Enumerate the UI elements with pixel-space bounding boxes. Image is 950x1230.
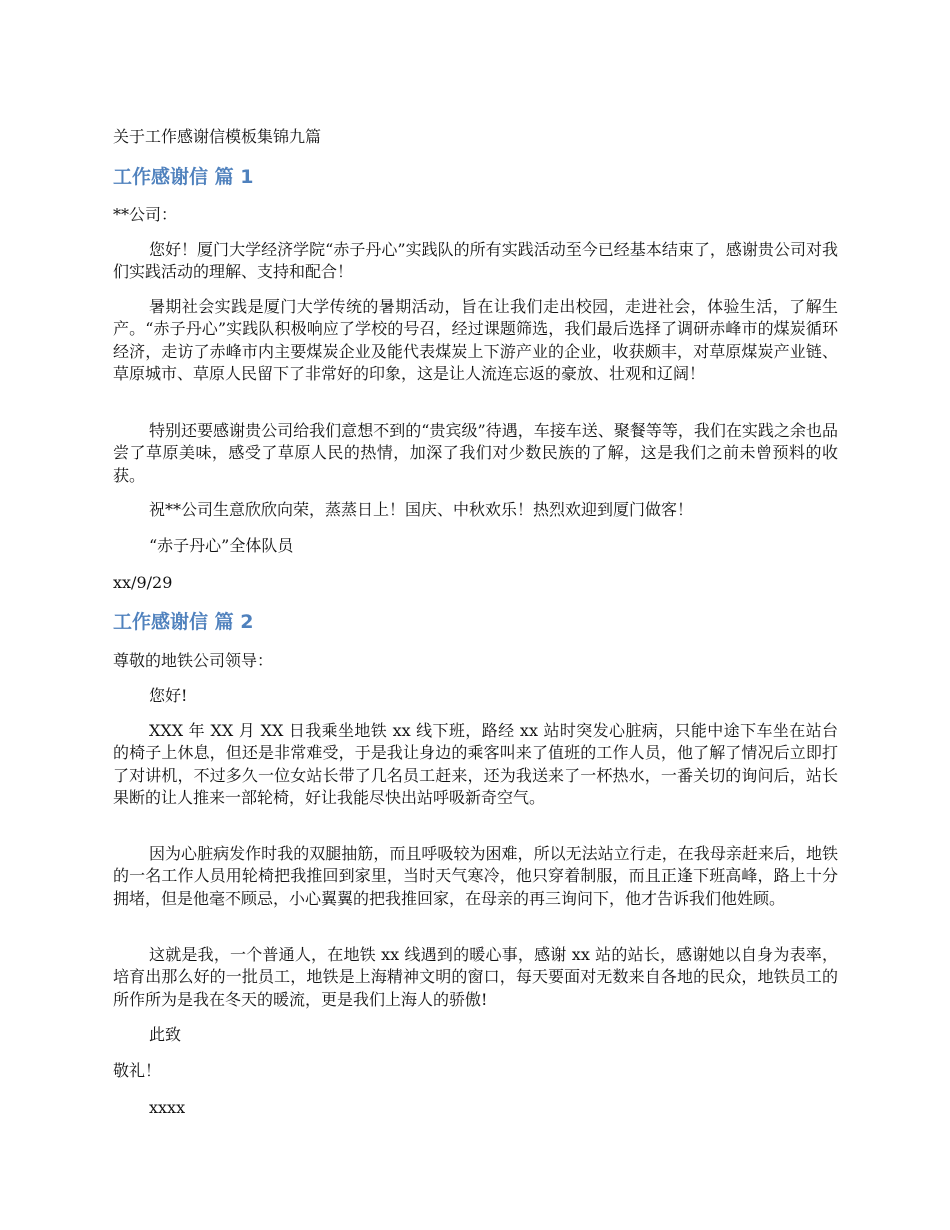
letter-2-paragraph-1: XXX 年 XX 月 XX 日我乘坐地铁 xx 线下班，路经 xx 站时突发心脏病，只能中途下车坐在站台的椅子上休息，但还是非常难受，于是我让身边的乘客叫来了值班的工作人员，他了解了情况后立即打了对讲机，不过多久一位女站长带了几名员工赶来，还为我送来了一杯热水，一番关切的询问后，站长果断的让人推来一部轮椅，好让我能尽快出站呼吸新奇空气。 [113, 721, 838, 808]
letter-2-closing: 此致 [149, 1025, 182, 1044]
letter-1-date: xx/9/29 [113, 573, 173, 592]
letter-1-paragraph-3: 特别还要感谢贵公司给我们意想不到的“贵宾级”待遇，车接车送、聚餐等等，我们在实践之余也品尝了草原美味，感受了草原人民的热情，加深了我们对少数民族的了解，这是我们之前未曾预料的收获。 [113, 421, 838, 485]
letter-2-salutation: 尊敬的地铁公司领导： [113, 651, 274, 670]
letter-2-paragraph-3: 这就是我，一个普通人，在地铁 xx 线遇到的暖心事，感谢 xx 站的站长，感谢她以自身为表率，培育出那么好的一批员工，地铁是上海精神文明的窗口，每天要面对无数来自各地的民众，地铁员工的所作所为是我在冬天的暖流，更是我们上海人的骄傲! [113, 945, 838, 1009]
letter-2-signature: xxxx [149, 1098, 186, 1117]
letter-1-signature: “赤子丹心”全体队员 [149, 536, 294, 555]
letter-1-paragraph-2: 暑期社会实践是厦门大学传统的暑期活动，旨在让我们走出校园，走进社会，体验生活，了解生产。“赤子丹心”实践队积极响应了学校的号召，经过课题筛选，我们最后选择了调研赤峰市的煤炭循环经济，走访了赤峰市内主要煤炭企业及能代表煤炭上下游产业的企业，收获颇丰，对草原煤炭产业链、草原城市、草原人民留下了非常好的印象，这是让人流连忘返的豪放、壮观和辽阔！ [113, 297, 838, 384]
letter-2-heading: 工作感谢信 篇 2 [113, 611, 254, 633]
document-title: 关于工作感谢信模板集锦九篇 [113, 127, 322, 146]
letter-2-salute: 敬礼！ [113, 1061, 162, 1080]
letter-1-salutation: **公司： [113, 205, 178, 224]
letter-1-heading: 工作感谢信 篇 1 [113, 166, 254, 188]
letter-1-wish: 祝**公司生意欣欣向荣，蒸蒸日上！国庆、中秋欢乐！热烈欢迎到厦门做客！ [149, 500, 694, 519]
letter-2-greeting: 您好! [149, 686, 188, 705]
letter-1-paragraph-1: 您好！厦门大学经济学院“赤子丹心”实践队的所有实践活动至今已经基本结束了，感谢贵公司对我们实践活动的理解、支持和配合！ [113, 240, 838, 282]
letter-2-paragraph-2: 因为心脏病发作时我的双腿抽筋，而且呼吸较为困难，所以无法站立行走，在我母亲赶来后，地铁的一名工作人员用轮椅把我推回到家里，当时天气寒冷，他只穿着制服，而且正逢下班高峰，路上十分拥堵，但是他毫不顾忌，小心翼翼的把我推回家，在母亲的再三询问下，他才告诉我们他姓顾。 [113, 844, 838, 908]
